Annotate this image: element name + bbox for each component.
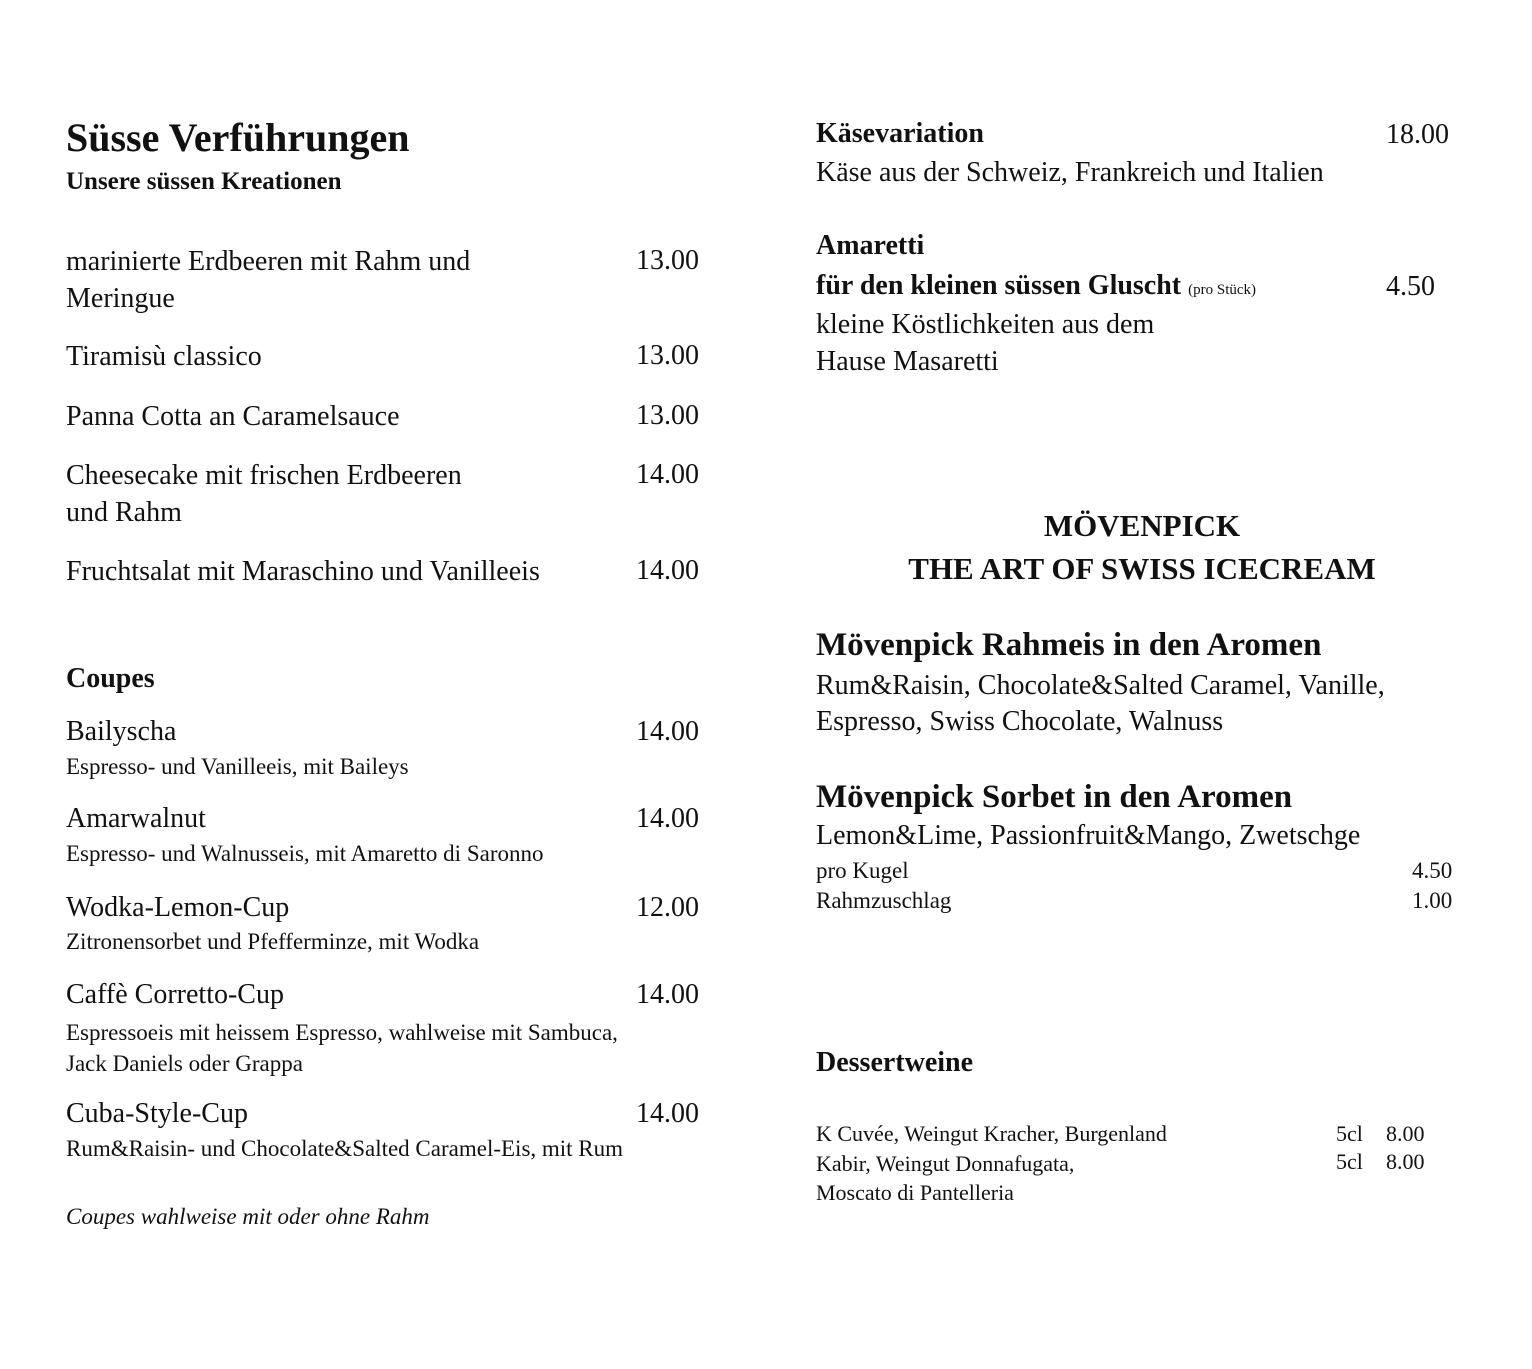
dessert-name: Fruchtsalat mit Maraschino und Vanilleeis [66, 556, 540, 587]
coupe-price: 14.00 [636, 1098, 699, 1129]
dessert-name: Panna Cotta an Caramelsauce [66, 401, 400, 432]
dessert-price: 14.00 [636, 459, 699, 490]
cream-surcharge-label: Rahmzuschlag [816, 888, 952, 913]
wine-size: 5cl [1336, 1121, 1363, 1146]
dessert-price: 14.00 [636, 555, 699, 586]
coupe-description: Espresso- und Vanilleeis, mit Baileys [66, 754, 409, 779]
amaretti-description: kleine Köstlichkeiten aus dem Hause Masaretti [816, 309, 1155, 377]
coupe-name: Caffè Corretto-Cup [66, 979, 284, 1010]
amaretti-subtitle: für den kleinen süssen Gluscht (pro Stück) [816, 270, 1257, 301]
coupe-price: 12.00 [636, 892, 699, 923]
coupe-price: 14.00 [636, 803, 699, 834]
dessert-price: 13.00 [636, 245, 699, 276]
coupe-name: Bailyscha [66, 716, 177, 747]
coupe-price: 14.00 [636, 979, 699, 1010]
coupe-name: Amarwalnut [66, 803, 206, 834]
coupe-name: Wodka-Lemon-Cup [66, 892, 290, 923]
rahmeis-title: Mövenpick Rahmeis in den Aromen [816, 627, 1322, 663]
kase-description: Käse aus der Schweiz, Frankreich und Italien [816, 157, 1324, 188]
kase-title: Käsevariation [816, 118, 984, 149]
coupes-heading: Coupes [66, 663, 155, 694]
amaretti-price: 4.50 [1386, 271, 1435, 302]
coupe-description: Espresso- und Walnusseis, mit Amaretto di Saronno [66, 841, 544, 866]
dessert-price: 13.00 [636, 340, 699, 371]
coupe-description: Rum&Raisin- und Chocolate&Salted Caramel-Eis, mit Rum [66, 1136, 624, 1161]
amaretti-title: Amaretti [816, 230, 925, 261]
dessert-name: Cheesecake mit frischen Erdbeeren und Rahm [66, 460, 462, 528]
sorbet-title: Mövenpick Sorbet in den Aromen [816, 779, 1293, 815]
kase-price: 18.00 [1386, 119, 1449, 150]
wine-price: 8.00 [1386, 1149, 1425, 1174]
per-scoop-label: pro Kugel [816, 858, 909, 883]
page-subtitle: Unsere süssen Kreationen [66, 168, 342, 195]
coupe-description: Espressoeis mit heissem Espresso, wahlweise mit Sambuca, Jack Daniels oder Grappa [66, 1020, 618, 1076]
wine-price: 8.00 [1386, 1121, 1425, 1146]
movenpick-heading: MÖVENPICK THE ART OF SWISS ICECREAM [908, 508, 1376, 586]
dessert-price: 13.00 [636, 400, 699, 431]
per-scoop-price: 4.50 [1412, 858, 1453, 883]
coupe-price: 14.00 [636, 716, 699, 747]
page-title: Süsse Verführungen [66, 115, 410, 160]
rahmeis-flavours: Rum&Raisin, Chocolate&Salted Caramel, Vanille, Espresso, Swiss Chocolate, Walnuss [816, 670, 1385, 737]
coupes-note: Coupes wahlweise mit oder ohne Rahm [66, 1204, 430, 1229]
amaretti-unit: (pro Stück) [1188, 282, 1257, 298]
cream-surcharge-price: 1.00 [1412, 888, 1453, 913]
dessert-wines-heading: Dessertweine [816, 1047, 974, 1078]
coupe-description: Zitronensorbet und Pfefferminze, mit Wodka [66, 929, 480, 954]
wine-size: 5cl [1336, 1149, 1363, 1174]
dessert-name: Tiramisù classico [66, 341, 262, 372]
wine-name: K Cuvée, Weingut Kracher, Burgenland [816, 1121, 1167, 1146]
dessert-name: marinierte Erdbeeren mit Rahm und Meringue [66, 246, 471, 314]
wine-name: Kabir, Weingut Donnafugata, Moscato di Pantelleria [816, 1151, 1075, 1205]
coupe-name: Cuba-Style-Cup [66, 1098, 248, 1129]
sorbet-flavours: Lemon&Lime, Passionfruit&Mango, Zwetschge [816, 820, 1361, 851]
